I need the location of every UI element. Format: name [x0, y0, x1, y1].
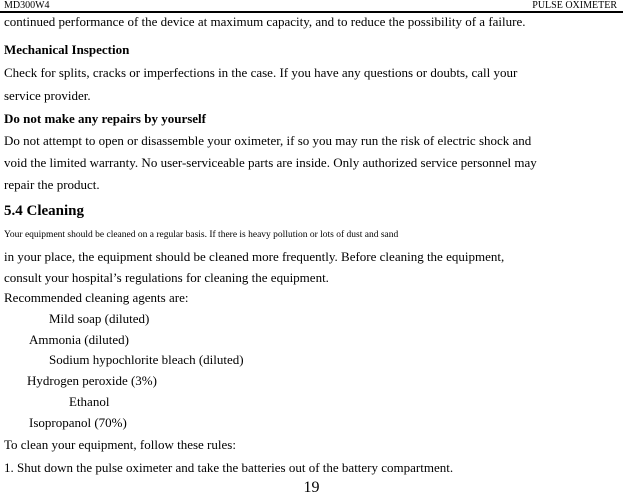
repairs-text-line: repair the product.	[4, 177, 100, 192]
cleaning-agent-item: Sodium hypochlorite bleach (diluted)	[49, 352, 244, 367]
cleaning-rule-item: 1. Shut down the pulse oximeter and take the batteries out of the battery compartment.	[4, 460, 454, 475]
repairs-text-line: void the limited warranty. No user-serviceable parts are inside. Only authorized service personnel may	[4, 155, 537, 170]
mechanical-text-line: service provider.	[4, 88, 91, 103]
repairs-heading: Do not make any repairs by yourself	[4, 111, 206, 126]
cleaning-agent-item: Hydrogen peroxide (3%)	[27, 373, 157, 388]
cleaning-agent-item: Ethanol	[69, 394, 110, 409]
header-model: MD300W4	[4, 0, 50, 11]
cleaning-agent-item: Mild soap (diluted)	[49, 311, 150, 326]
cleaning-agents-intro: Recommended cleaning agents are:	[4, 290, 189, 305]
page-header	[0, 0, 623, 14]
repairs-text-line: Do not attempt to open or disassemble your oximeter, if so you may run the risk of electric shock and	[4, 133, 532, 148]
cleaning-agent-item: Isopropanol (70%)	[29, 415, 127, 430]
cleaning-rules-intro: To clean your equipment, follow these rules:	[4, 437, 236, 452]
continued-text: continued performance of the device at maximum capacity, and to reduce the possibility of a failure.	[4, 14, 526, 29]
cleaning-text-line: consult your hospital’s regulations for cleaning the equipment.	[4, 270, 329, 285]
cleaning-text-line: Your equipment should be cleaned on a regular basis. If there is heavy pollution or lots of dust and sand	[4, 230, 399, 240]
mechanical-inspection-heading: Mechanical Inspection	[4, 42, 130, 57]
header-rule	[0, 11, 623, 13]
mechanical-text-line: Check for splits, cracks or imperfections in the case. If you have any questions or doubts, call your	[4, 65, 518, 80]
cleaning-text-line: in your place, the equipment should be cleaned more frequently. Before cleaning the equipment,	[4, 249, 505, 264]
cleaning-section-heading: 5.4 Cleaning	[4, 203, 85, 219]
header-product: PULSE OXIMETER	[532, 0, 617, 11]
page-number: 19	[303, 479, 320, 496]
cleaning-agent-item: Ammonia (diluted)	[29, 332, 130, 347]
